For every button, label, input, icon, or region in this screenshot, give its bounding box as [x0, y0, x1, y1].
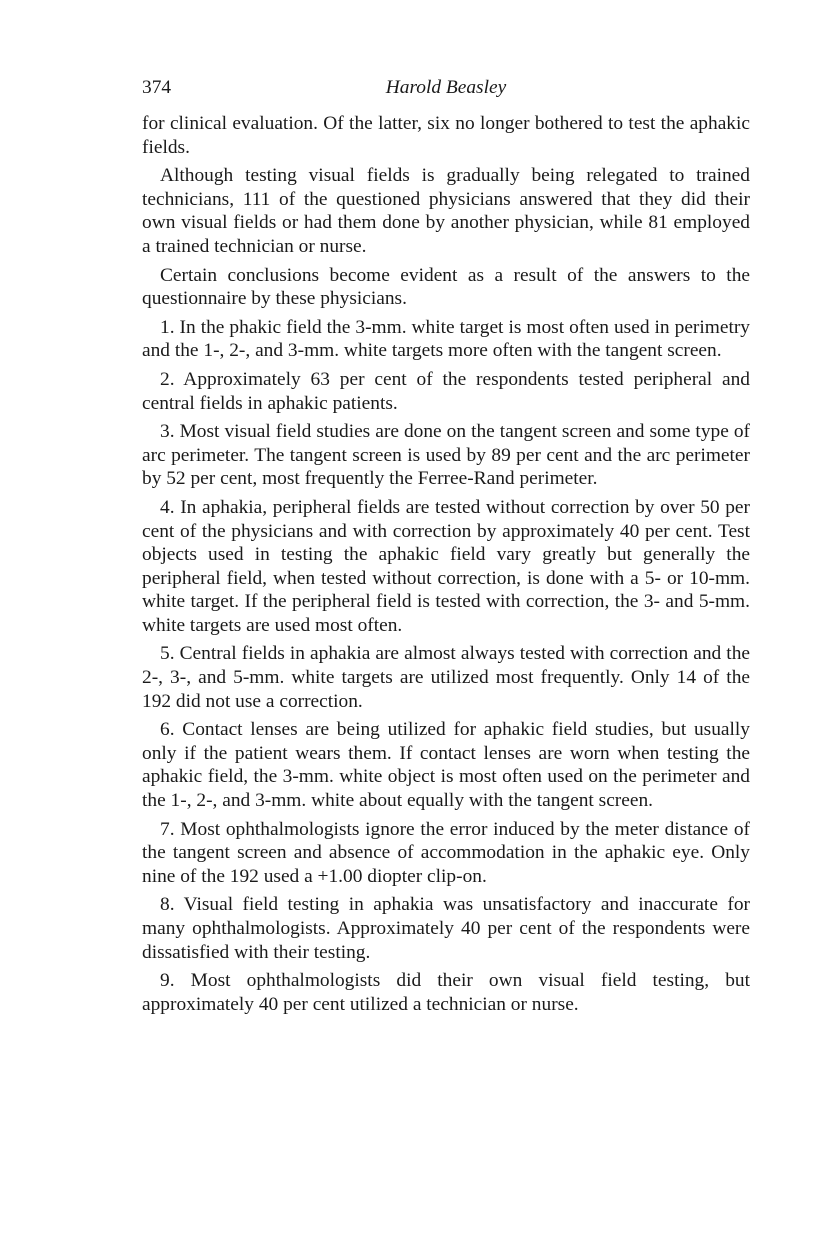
body-text — [142, 112, 750, 1016]
conclusion-item-7: 7. Most ophthalmologists ignore the error induced by the meter distance of the tangent screen and absence of accommodation in the aphakic eye. Only nine of the 192 used a +1.00 diopter clip-on. — [142, 818, 750, 887]
conclusion-item-9: 9. Most ophthalmologists did their own visual field testing, but approximately 40 per cent utilized a technician or nurse. — [142, 970, 750, 1015]
conclusion-item-4: 4. In aphakia, peripheral fields are tested without correction by over 50 per cent of the physicians and with correction by approximately 40 per cent. Test objects used in testing the aphakic field vary greatly but generally the peripheral field, when tested without correction, is done with a 5- or 10-mm. white target. If the peripheral field is tested with correction, the 3- and 5-mm. white targets are used most often. — [142, 496, 750, 636]
conclusion-item-2: 2. Approximately 63 per cent of the respondents tested peripheral and central fields in aphakic patients. — [142, 368, 750, 414]
paragraph-testing-personnel: Although testing visual fields is gradually being relegated to trained technicians, 111 of the questioned physicians answered that they did their own visual fields or had them done by another physician, while 81 employed a trained technician or nurse. — [142, 165, 750, 257]
conclusion-item-6: 6. Contact lenses are being utilized for aphakic field studies, but usually only if the patient wears them. If contact lenses are worn when testing the aphakic field, the 3-mm. white object is most often used on the perimeter and the 1-, 2-, and 3-mm. white about equally with the tangent screen. — [142, 719, 750, 812]
paragraph-conclusions-intro: Certain conclusions become evident as a result of the answers to the questionnaire by these physicians. — [142, 264, 750, 310]
document-page — [142, 76, 750, 1021]
conclusion-item-8: 8. Visual field testing in aphakia was unsatisfactory and inaccurate for many ophthalmologists. Approximately 40 per cent of the respondents were dissatisfied with their testing. — [142, 894, 750, 963]
conclusion-item-3: 3. Most visual field studies are done on the tangent screen and some type of arc perimeter. The tangent screen is used by 89 per cent and the arc perimeter by 52 per cent, most frequently the Ferree-Rand perimeter. — [142, 421, 750, 490]
conclusion-item-1: 1. In the phakic field the 3-mm. white target is most often used in perimetry and the 1-, 2-, and 3-mm. white targets more often with the tangent screen. — [142, 316, 750, 362]
paragraph-continuation: for clinical evaluation. Of the latter, six no longer bothered to test the aphakic fields. — [142, 113, 750, 158]
running-head — [142, 76, 750, 102]
conclusion-item-5: 5. Central fields in aphakia are almost always tested with correction and the 2-, 3-, and 5-mm. white targets are utilized most frequently. Only 14 of the 192 did not use a correction. — [142, 643, 750, 712]
page-number: 374 — [142, 77, 172, 98]
running-title: Harold Beasley — [385, 77, 507, 98]
